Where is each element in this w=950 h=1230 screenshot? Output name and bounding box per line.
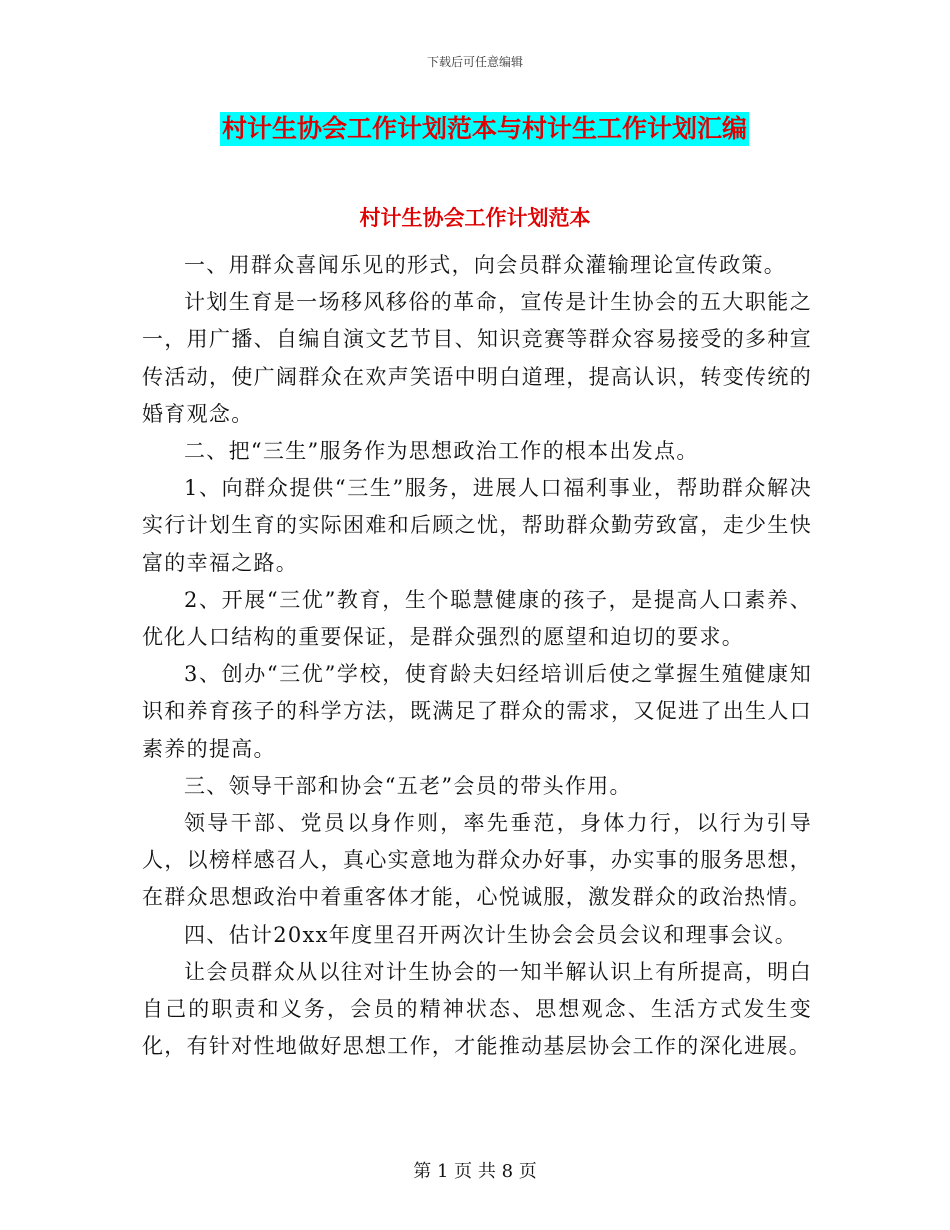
paragraph: 领导干部、党员以身作则，率先垂范，身体力行，以行为引导人，以榜样感召人，真心实意地为群众办好事，办实事的服务思想，在群众思想政治中着重客体才能，心悦诚服，激发群众的政治热情。 — [142, 811, 812, 910]
paragraph-heading-4: 四、估计20xx年度里召开两次计生协会会员会议和理事会议。 — [184, 922, 798, 947]
section-title: 村计生协会工作计划范本 — [359, 206, 591, 230]
paragraph: 让会员群众从以往对计生协会的一知半解认识上有所提高，明白自己的职责和义务，会员的精神状态、思想观念、生活方式发生变化，有针对性地做好思想工作，才能推动基层协会工作的深化进展。 — [142, 959, 812, 1059]
document-body — [142, 247, 812, 1065]
paragraph: 2、开展“三优”教育，生个聪慧健康的孩子，是提高人口素养、优化人口结构的重要保证，是群众强烈的愿望和迫切的要求。 — [142, 587, 812, 650]
paragraph: 1、向群众提供“三生”服务，进展人口福利事业，帮助群众解决实行计划生育的实际困难和后顾之忧，帮助群众勤劳致富，走少生快富的幸福之路。 — [142, 476, 812, 575]
page-number: 第 1 页 共 8 页 — [413, 1161, 537, 1182]
header-note: 下载后可任意编辑 — [426, 55, 523, 69]
paragraph-heading-2: 二、把“三生”服务作为思想政治工作的根本出发点。 — [184, 439, 699, 464]
paragraph: 计划生育是一场移风移俗的革命，宣传是计生协会的五大职能之一，用广播、自编自演文艺节目、知识竞赛等群众容易接受的多种宣传活动，使广阔群众在欢声笑语中明白道理，提高认识，转变传统的婚育观念。 — [142, 290, 812, 426]
paragraph-heading-3: 三、领导干部和协会“五老”会员的带头作用。 — [184, 773, 632, 798]
paragraph: 3、创办“三优”学校，使育龄夫妇经培训后使之掌握生殖健康知识和养育孩子的科学方法，既满足了群众的需求，又促进了出生人口素养的提高。 — [142, 662, 812, 761]
document-main-title: 村计生协会工作计划范本与村计生工作计划汇编 — [220, 112, 749, 146]
paragraph-heading-1: 一、用群众喜闻乐见的形式，向会员群众灌输理论宣传政策。 — [184, 253, 787, 277]
